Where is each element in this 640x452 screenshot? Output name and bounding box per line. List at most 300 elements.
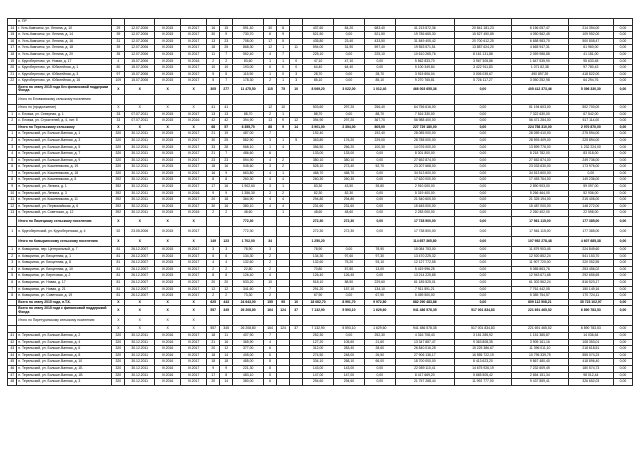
- table-cell-x1: X: [112, 124, 125, 131]
- table-cell-cost: 88,70: [364, 111, 395, 118]
- table-row: [8, 94, 633, 104]
- table-cell-cost4: 2 654 151,34: [511, 372, 568, 379]
- table-cell-addr: п. Терельский, ул. Больше-Ванная, д. 7: [17, 151, 112, 158]
- table-cell-cost2: 7 911 591,21: [395, 286, 454, 293]
- table-cell-c3: 552,40: [233, 51, 264, 58]
- table-cell-date: 30.12.2011: [125, 372, 155, 379]
- table-cell-area2: 1 250,20: [303, 237, 334, 247]
- table-cell-area: [290, 217, 303, 227]
- table-cell-date: 26.12.2007: [125, 260, 155, 267]
- table-cell-cost: 26,50: [364, 352, 395, 359]
- table-cell-cost2: 56 988 400,00: [395, 118, 454, 125]
- table-cell-z1: 6 890 783,53: [568, 326, 613, 333]
- housing-register-table: [7, 18, 633, 386]
- table-cell-z2: 0,00: [613, 151, 632, 158]
- table-cell-c5: 95: [277, 299, 290, 306]
- table-cell-z2: 0,00: [613, 177, 632, 184]
- table-cell-z2: 0,00: [613, 372, 632, 379]
- table-cell-cost: 0,00: [364, 379, 395, 386]
- table-cell-c4: [264, 210, 277, 217]
- table-cell-cost: 256,40: [364, 104, 395, 111]
- table-cell-cost4: 17 561 115,00: [511, 227, 568, 237]
- table-cell-area2: 18 062,70: [303, 299, 334, 306]
- table-cell-addr: Итого по Ковыринскому сельскому поселению: [17, 237, 112, 247]
- table-row: [8, 379, 633, 386]
- table-cell-c2: 14: [220, 379, 233, 386]
- table-cell-cost2: 17 738 500,00: [395, 227, 454, 237]
- table-cell-area3: 0,00: [334, 78, 365, 85]
- table-cell-area3: 5 593,10: [334, 306, 365, 316]
- table-cell-z2: 0,00: [613, 346, 632, 353]
- table-cell-x1: 35: [112, 51, 125, 58]
- table-cell-z1: 52 936,00: [568, 190, 613, 197]
- table-cell-c3: [233, 104, 264, 111]
- table-cell-x1: 392: [112, 184, 125, 191]
- table-cell-cost4: 5 385 754,57: [511, 293, 568, 300]
- table-cell-c5: 2: [277, 164, 290, 171]
- table-cell-n: 4: [8, 151, 17, 158]
- table-cell-c4: 88: [264, 124, 277, 131]
- table-cell-cost2: 21 540 600,00: [395, 197, 454, 204]
- table-cell-c4: 6: [264, 151, 277, 158]
- table-cell-c5: [277, 280, 290, 287]
- table-cell-x2: X: [155, 326, 181, 333]
- table-cell-cost3: 20 700 612,25: [454, 38, 511, 45]
- table-cell-year: IV.2017: [181, 38, 207, 45]
- table-cell-cost: 521,50: [364, 32, 395, 39]
- table-cell-date: 30.12.2011: [125, 197, 155, 204]
- table-cell-z2: 0,00: [613, 280, 632, 287]
- table-cell-year: IV.2017: [181, 65, 207, 72]
- table-cell-cost2: 5 419 996,25: [395, 266, 454, 273]
- table-cell-area3: [334, 316, 365, 326]
- table-cell-c3: [233, 19, 264, 26]
- table-cell-z2: 0,00: [613, 118, 632, 125]
- table-cell-area2: 85,10: [303, 78, 334, 85]
- table-cell-c1: 557: [207, 306, 220, 316]
- table-cell-x1: X: [112, 316, 125, 326]
- table-cell-area: 0: [290, 65, 303, 72]
- table-cell-cost: 367,70: [364, 118, 395, 125]
- table-row: [8, 365, 633, 372]
- table-cell-c1: 20: [207, 280, 220, 287]
- table-cell-area2: 225,10: [303, 51, 334, 58]
- table-cell-year: IV.2017: [181, 32, 207, 39]
- table-cell-c4: 2: [264, 78, 277, 85]
- table-cell-date: 26.12.2007: [125, 266, 155, 273]
- table-cell-cost: 0,00: [364, 65, 395, 72]
- table-cell-x1: 81: [112, 253, 125, 260]
- table-cell-cost: 229,00: [364, 137, 395, 144]
- table-cell-area: [290, 339, 303, 346]
- table-cell-z1: 253 456,02: [568, 266, 613, 273]
- table-cell-c3: 708,00: [233, 38, 264, 45]
- table-cell-addr: п. Усть-Камчатск, ул. Ленина, д. 18: [17, 45, 112, 52]
- table-cell-cost: [364, 19, 395, 26]
- table-cell-c4: 6: [264, 65, 277, 72]
- table-cell-cost2: 2 910 000,00: [395, 184, 454, 191]
- table-cell-z2: 0,00: [613, 247, 632, 254]
- table-cell-c5: 1: [277, 78, 290, 85]
- table-cell-area2: 64,40: [303, 65, 334, 72]
- table-cell-cost3: 0,00: [454, 84, 511, 94]
- table-cell-c4: 2: [264, 111, 277, 118]
- table-cell-cost3: 8 413 623,20: [454, 359, 511, 366]
- table-cell-x1: 320: [112, 352, 125, 359]
- table-cell-c5: [277, 237, 290, 247]
- table-cell-x1: X: [112, 299, 125, 306]
- table-cell-n: 1: [8, 111, 17, 118]
- table-cell-x1: 392: [112, 197, 125, 204]
- table-cell-area: [290, 316, 303, 326]
- table-cell-addr: п. Усть-Камчатск, ул. Ленина, д. 20: [17, 51, 112, 58]
- table-cell-c4: 1: [264, 144, 277, 151]
- table-cell-date: 30.12.2011: [125, 157, 155, 164]
- table-row: [8, 339, 633, 346]
- table-cell-date: 26.12.2007: [125, 273, 155, 280]
- table-cell-n: 7: [8, 286, 17, 293]
- table-cell-year: IV.2017: [181, 184, 207, 191]
- table-cell-cost3: 16 555 722,19: [454, 352, 511, 359]
- table-cell-cost4: 2 059 988,88: [511, 51, 568, 58]
- table-cell-date: X: [125, 237, 155, 247]
- table-cell-year: IV.2016: [181, 118, 207, 125]
- table-cell-c2: 4: [220, 260, 233, 267]
- table-cell-z1: 326 652,03: [568, 379, 613, 386]
- table-cell-cost2: 114 657 365,80: [395, 237, 454, 247]
- table-cell-year: IV.2017: [181, 111, 207, 118]
- table-cell-cost3: 0,00: [454, 253, 511, 260]
- table-cell-cost: 0,00: [364, 58, 395, 65]
- table-cell-x2: X: [155, 306, 181, 316]
- table-cell-z2: 0,00: [613, 104, 632, 111]
- table-cell-date: 30.12.2011: [125, 170, 155, 177]
- table-cell-cost: 1 629,60: [364, 306, 395, 316]
- table-cell-date: 30.12.2011: [125, 190, 155, 197]
- table-cell-c1: 20: [207, 379, 220, 386]
- table-cell-area2: 143,00: [303, 365, 334, 372]
- table-cell-cost: 0,00: [364, 227, 395, 237]
- table-cell-x1: X: [112, 217, 125, 227]
- table-cell-x2: IV.2015: [155, 293, 181, 300]
- table-cell-z2: 0,00: [613, 78, 632, 85]
- table-cell-x1: 81: [112, 273, 125, 280]
- table-cell-date: 12.07.2006: [125, 45, 155, 52]
- table-cell-cost2: 4 316 708,43: [395, 332, 454, 339]
- table-cell-area3: 5 593,10: [334, 326, 365, 333]
- table-cell-z1: 555 074,23: [568, 352, 613, 359]
- table-cell-year: IV.2017: [181, 71, 207, 78]
- table-cell-c3: 364,90: [233, 197, 264, 204]
- table-cell-x1: 320: [112, 346, 125, 353]
- table-cell-c3: 26 208,80: [233, 326, 264, 333]
- table-cell-cost2: 8 417 669,20: [395, 372, 454, 379]
- table-cell-cost2: 227 729 180,00: [395, 124, 454, 131]
- table-cell-year: IV.2017: [181, 359, 207, 366]
- table-cell-c5: 75: [277, 84, 290, 94]
- table-cell-c3: 1 902,60: [233, 184, 264, 191]
- table-cell-addr: п. Терельский, ул. Кошевникова, д. 5: [17, 177, 112, 184]
- table-cell-c3: 193,00: [233, 65, 264, 72]
- table-cell-c2: 9: [220, 170, 233, 177]
- table-row: [8, 118, 633, 125]
- table-cell-date: X: [125, 124, 155, 131]
- table-cell-x2: IV.2015: [155, 253, 181, 260]
- table-cell-area3: 294,80: [334, 197, 365, 204]
- table-cell-c1: 17: [207, 372, 220, 379]
- table-cell-c4: [264, 94, 277, 104]
- table-cell-n: 6: [8, 164, 17, 171]
- table-cell-x2: IV.2015: [155, 45, 181, 52]
- table-cell-cost3: 0,00: [454, 260, 511, 267]
- table-cell-area2: 594,00: [303, 45, 334, 52]
- table-cell-year: X: [181, 124, 207, 131]
- table-cell-cost3: 20 841 181,23: [454, 25, 511, 32]
- table-cell-area2: 88,70: [303, 111, 334, 118]
- table-cell-x2: IV.2015: [155, 247, 181, 254]
- table-cell-cost2: 22 089 110,41: [395, 365, 454, 372]
- table-cell-cost4: 28 059 410,00: [511, 131, 568, 138]
- table-cell-cost4: 12 943 671,68: [511, 273, 568, 280]
- table-cell-c2: 23: [220, 38, 233, 45]
- table-cell-date: 15.07.2006: [125, 65, 155, 72]
- table-cell-area: 10: [290, 84, 303, 94]
- table-cell-area3: 43,50: [334, 184, 365, 191]
- table-cell-cost3: [454, 316, 511, 326]
- table-cell-z1: 83 018,00: [568, 151, 613, 158]
- table-cell-c3: 11 475,50: [233, 84, 264, 94]
- table-cell-z2: 0,00: [613, 339, 632, 346]
- table-cell-z1: 6 890 783,53: [568, 306, 613, 316]
- table-cell-z2: 0,00: [613, 190, 632, 197]
- table-cell-c2: 6: [220, 253, 233, 260]
- table-cell-cost4: 34 513 600,00: [511, 170, 568, 177]
- table-row: [8, 38, 633, 45]
- table-cell-area2: 312,00: [303, 346, 334, 353]
- table-cell-cost3: 0,00: [454, 280, 511, 287]
- table-cell-date: 07.07.2011: [125, 118, 155, 125]
- table-cell-z2: 0,00: [613, 197, 632, 204]
- table-cell-c1: 4: [207, 260, 220, 267]
- table-cell-addr: Итого по Терельскому сельскому: [17, 124, 112, 131]
- table-cell-addr: п. Ковыринск, ул. Новая, д. 21: [17, 286, 112, 293]
- table-cell-year: IV.2017: [181, 170, 207, 177]
- table-cell-z1: 418 896,40: [568, 359, 613, 366]
- table-cell-c5: 9: [277, 32, 290, 39]
- table-cell-c1: 16: [207, 25, 220, 32]
- table-cell-z2: 0,00: [613, 25, 632, 32]
- table-cell-addr: п. Терельский, ул. Больше-Ванная, д. 3: [17, 379, 112, 386]
- table-cell-cost3: 0,00: [454, 177, 511, 184]
- table-cell-z2: 0,00: [613, 286, 632, 293]
- table-cell-x1: 320: [112, 131, 125, 138]
- table-cell-c4: [264, 217, 277, 227]
- table-cell-area3: 0,00: [334, 51, 365, 58]
- table-cell-cost3: 0,00: [454, 170, 511, 177]
- table-cell-year: IV.2017: [181, 339, 207, 346]
- table-cell-area: [290, 372, 303, 379]
- table-cell-c2: 123: [220, 237, 233, 247]
- table-cell-area2: 272,30: [303, 227, 334, 237]
- table-row: [8, 78, 633, 85]
- table-cell-n: 22: [8, 78, 17, 85]
- table-cell-area: 5: [290, 137, 303, 144]
- table-cell-z1: 108 353,01: [568, 339, 613, 346]
- table-cell-c5: 1: [277, 210, 290, 217]
- table-cell-z1: 150 149,16: [568, 286, 613, 293]
- register-sheet: [7, 18, 633, 386]
- table-cell-cost3: 3 967 305,86: [454, 58, 511, 65]
- table-cell-c4: 2: [264, 253, 277, 260]
- table-cell-year: IV.2017: [181, 379, 207, 386]
- table-cell-z2: 0,00: [613, 51, 632, 58]
- table-cell-c1: 2: [207, 293, 220, 300]
- table-cell-n: [8, 237, 17, 247]
- table-cell-n: 2: [8, 137, 17, 144]
- table-cell-cost4: 1 151 385,87: [511, 332, 568, 339]
- table-cell-c1: 30: [207, 137, 220, 144]
- table-row: [8, 157, 633, 164]
- table-cell-c5: 124: [277, 326, 290, 333]
- table-cell-area2: 126,40: [303, 273, 334, 280]
- table-cell-date: 30.12.2011: [125, 352, 155, 359]
- table-cell-cost2: 13 347 887,47: [395, 339, 454, 346]
- table-cell-cost3: 0,00: [454, 118, 511, 125]
- table-cell-c2: 9: [220, 365, 233, 372]
- table-cell-date: [125, 94, 155, 104]
- table-cell-date: 30.12.2011: [125, 339, 155, 346]
- table-row: [8, 197, 633, 204]
- table-cell-year: IV.2017: [181, 151, 207, 158]
- table-cell-c4: [264, 316, 277, 326]
- table-cell-date: 30.12.2011: [125, 346, 155, 353]
- table-cell-area3: 231,60: [334, 203, 365, 210]
- table-cell-x1: 320: [112, 332, 125, 339]
- table-cell-area3: [334, 19, 365, 26]
- table-cell-area3: 143,00: [334, 365, 365, 372]
- table-cell-x1: 4: [112, 58, 125, 65]
- table-cell-c3: [233, 94, 264, 104]
- table-cell-cost: 0,00: [364, 217, 395, 227]
- table-cell-date: 26.12.2007: [125, 247, 155, 254]
- table-cell-c5: 1: [277, 45, 290, 52]
- table-cell-cost2: 941 486 578,35: [395, 306, 454, 316]
- table-cell-cost3: 14 675 926,19: [454, 365, 511, 372]
- table-cell-area2: 28,70: [303, 71, 334, 78]
- table-cell-year: IV.2017: [181, 177, 207, 184]
- table-cell-cost4: 7 322 630,00: [511, 111, 568, 118]
- table-row: [8, 19, 633, 26]
- table-cell-area3: 57,80: [334, 266, 365, 273]
- table-cell-c2: 42: [220, 118, 233, 125]
- table-cell-area: [290, 32, 303, 39]
- table-cell-x1: 392: [112, 177, 125, 184]
- table-cell-date: 30.12.2011: [125, 137, 155, 144]
- table-cell-c4: 8: [264, 359, 277, 366]
- table-cell-z2: 0,00: [613, 379, 632, 386]
- table-cell-area3: 97,60: [334, 253, 365, 260]
- table-cell-c1: 13: [207, 38, 220, 45]
- table-cell-cost: 1 012,40: [364, 84, 395, 94]
- table-cell-area: [290, 266, 303, 273]
- table-cell-area3: 380,10: [334, 157, 365, 164]
- table-cell-c5: 4: [277, 144, 290, 151]
- table-cell-area2: 291,20: [303, 286, 334, 293]
- table-cell-year: IV.2017: [181, 247, 207, 254]
- table-cell-c4: 4: [264, 197, 277, 204]
- table-cell-x2: IV.2015: [155, 58, 181, 65]
- table-cell-addr: п. Кругоберегский, ул. Кругоберегская, д. 4: [17, 227, 112, 237]
- table-cell-cost: 0,00: [364, 151, 395, 158]
- table-cell-z2: 0,00: [613, 58, 632, 65]
- table-cell-n: 21: [8, 71, 17, 78]
- table-cell-cost2: 466 003 655,36: [395, 84, 454, 94]
- table-cell-area: [290, 379, 303, 386]
- table-cell-year: IV.2016: [181, 190, 207, 197]
- table-cell-area3: 273,40: [334, 164, 365, 171]
- table-cell-x1: 320: [112, 157, 125, 164]
- table-cell-date: 30.12.2011: [125, 365, 155, 372]
- table-cell-n: 13: [8, 210, 17, 217]
- table-cell-year: IV.2017: [181, 144, 207, 151]
- table-cell-x2: IV.2015: [155, 32, 181, 39]
- table-row: [8, 25, 633, 32]
- table-cell-cost4: 224 758 310,00: [511, 124, 568, 131]
- table-cell-cost3: 0,00: [454, 203, 511, 210]
- table-cell-cost: 67,90: [364, 293, 395, 300]
- table-cell-n: 1: [8, 131, 17, 138]
- table-cell-z1: [568, 94, 613, 104]
- table-cell-n: 3: [8, 144, 17, 151]
- table-cell-c4: 4: [264, 177, 277, 184]
- table-cell-z2: 0,00: [613, 260, 632, 267]
- table-cell-x2: IV.2016: [155, 359, 181, 366]
- table-cell-z1: [568, 316, 613, 326]
- table-cell-x1: 81: [112, 247, 125, 254]
- table-cell-c4: 4: [264, 157, 277, 164]
- table-cell-cost4: 7 761 442,05: [511, 286, 568, 293]
- table-cell-c1: 30: [207, 203, 220, 210]
- table-cell-year: IV.2017: [181, 45, 207, 52]
- table-cell-c2: 8: [220, 177, 233, 184]
- table-cell-c2: 10: [220, 65, 233, 72]
- table-cell-cost4: 3 905 161,16: [511, 339, 568, 346]
- table-cell-x2: X: [155, 124, 181, 131]
- table-cell-c2: 18: [220, 359, 233, 366]
- table-cell-c3: 594,90: [233, 157, 264, 164]
- table-cell-cost4: 11 879 903,45: [511, 247, 568, 254]
- table-cell-z2: 0,00: [613, 170, 632, 177]
- table-cell-x1: 320: [112, 144, 125, 151]
- table-cell-addr: Итого по Пиретуринскому сельскому поселению: [17, 316, 112, 326]
- table-cell-z2: 0,00: [613, 293, 632, 300]
- table-cell-cost3: 0,00: [454, 111, 511, 118]
- table-cell-c2: 14: [220, 352, 233, 359]
- table-cell-area3: 133,00: [334, 151, 365, 158]
- table-cell-cost2: 882 290 483,86: [395, 299, 454, 306]
- table-cell-year: X: [181, 316, 207, 326]
- table-cell-c2: 8: [220, 273, 233, 280]
- table-cell-area3: [334, 237, 365, 247]
- table-cell-cost: 0,00: [364, 197, 395, 204]
- table-cell-area2: 252,30: [303, 332, 334, 339]
- table-cell-cost3: 0,00: [454, 227, 511, 237]
- table-cell-z2: 0,00: [613, 45, 632, 52]
- table-cell-c1: 2: [207, 58, 220, 65]
- table-cell-c3: [233, 316, 264, 326]
- table-cell-cost4: 17 453 764,00: [511, 177, 568, 184]
- table-cell-n: 7: [8, 170, 17, 177]
